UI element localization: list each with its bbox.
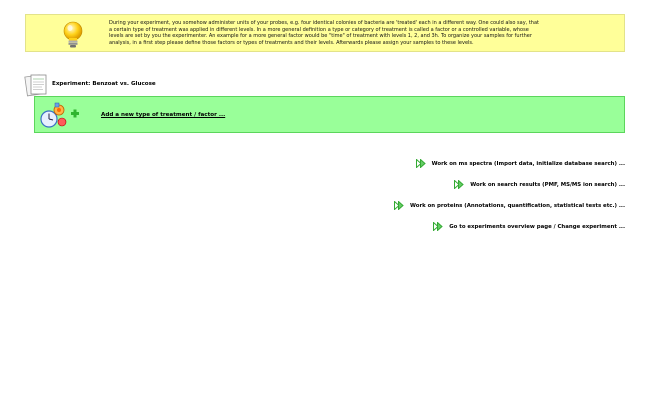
nav-link-label: Work on proteins (Annotations, quantification, statistical tests etc.) ... [410,203,625,209]
nav-link-proteins[interactable] [394,200,625,212]
nav-link-experiments-overview[interactable] [433,221,625,233]
hint-box [25,14,625,52]
double-arrow-icon [416,159,432,170]
lightbulb-icon [62,21,84,53]
nav-link-label: Work on ms spectra (Import data, initialize database search) ... [431,161,625,167]
treatment-factor-icon [39,101,83,133]
add-factor-link[interactable]: Add a new type of treatment / factor ... [101,112,226,118]
nav-link-ms-spectra[interactable] [416,158,625,170]
double-arrow-icon [433,222,449,233]
nav-link-search-results[interactable] [454,179,625,191]
double-arrow-icon [454,180,470,191]
factor-panel [34,96,625,133]
double-arrow-icon [394,201,410,212]
nav-link-label: Go to experiments overview page / Change experiment ... [449,224,625,230]
experiment-title: Experiment: Benzoat vs. Glucose [52,81,156,87]
nav-link-label: Work on search results (PMF, MS/MS ion search) ... [470,182,625,188]
hint-text: During your experiment, you somehow administer units of your probes, e.g. four identical colonies of bacteria are 'treated' each in a different way. One could also say, that a certain type of treatment was applied in different levels. In a more general definition a type or category of treatment is called a factor or a controlled variable, whose levels are set by you the experimenter. An example for a more general factor would be "time" of treatment with levels 1, 2, and 3h. To organize your samples for further analysis, in a first step please define those factors or types of treatments and their levels. Afterwards please assign your samples to these levels. [109,20,539,46]
